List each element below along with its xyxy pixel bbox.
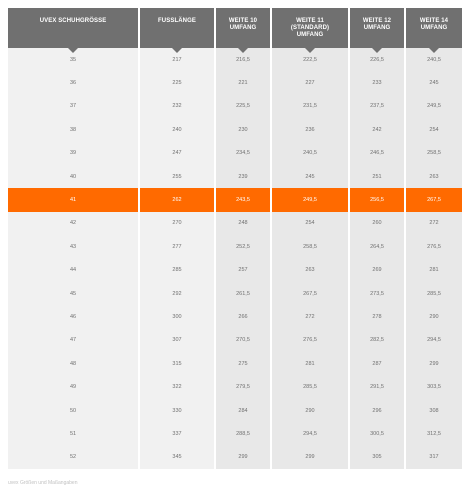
table-row (8, 235, 462, 258)
foot-length-cell: 262 (140, 188, 216, 211)
header-label: WEITE 11 (STANDARD) UMFANG (290, 18, 330, 38)
table-row (8, 305, 462, 328)
width-11-cell: 285,5 (272, 375, 350, 398)
width-14-cell: 312,5 (406, 422, 462, 445)
width-14-cell: 249,5 (406, 95, 462, 118)
size-chart-table (8, 8, 462, 469)
shoe-size-cell: 48 (8, 352, 140, 375)
width-12-cell: 291,5 (350, 375, 406, 398)
width-11-cell: 267,5 (272, 282, 350, 305)
shoe-size-cell: 36 (8, 71, 140, 94)
header-width-11 (272, 8, 350, 48)
header-label: FUSSLÄNGE (158, 18, 196, 24)
width-11-cell: 294,5 (272, 422, 350, 445)
width-12-cell: 260 (350, 212, 406, 235)
shoe-size-cell: 43 (8, 235, 140, 258)
header-width-14 (406, 8, 462, 48)
header-arrow-icon (238, 48, 248, 53)
width-11-cell: 227 (272, 71, 350, 94)
table-row (8, 329, 462, 352)
shoe-size-cell: 35 (8, 48, 140, 71)
width-12-cell: 246,5 (350, 142, 406, 165)
foot-length-cell: 270 (140, 212, 216, 235)
width-12-cell: 233 (350, 71, 406, 94)
table-row (8, 188, 462, 211)
table-row (8, 95, 462, 118)
header-arrow-icon (172, 48, 182, 53)
header-label: UVEX SCHUHGRÖSSE (39, 18, 107, 24)
width-14-cell: 240,5 (406, 48, 462, 71)
width-10-cell: 270,5 (216, 329, 272, 352)
width-12-cell: 251 (350, 165, 406, 188)
shoe-size-cell: 39 (8, 142, 140, 165)
width-10-cell: 257 (216, 259, 272, 282)
width-11-cell: 263 (272, 259, 350, 282)
header-arrow-icon (68, 48, 78, 53)
table-row (8, 71, 462, 94)
width-12-cell: 296 (350, 399, 406, 422)
width-11-cell: 249,5 (272, 188, 350, 211)
width-12-cell: 264,5 (350, 235, 406, 258)
width-11-cell: 290 (272, 399, 350, 422)
width-11-cell: 272 (272, 305, 350, 328)
shoe-size-cell: 41 (8, 188, 140, 211)
foot-length-cell: 307 (140, 329, 216, 352)
width-14-cell: 303,5 (406, 375, 462, 398)
shoe-size-cell: 49 (8, 375, 140, 398)
shoe-size-cell: 52 (8, 446, 140, 469)
shoe-size-cell: 47 (8, 329, 140, 352)
width-12-cell: 256,5 (350, 188, 406, 211)
table-body (8, 48, 462, 469)
width-10-cell: 248 (216, 212, 272, 235)
width-11-cell: 299 (272, 446, 350, 469)
width-10-cell: 299 (216, 446, 272, 469)
header-label: WEITE 12 UMFANG (362, 18, 392, 31)
width-14-cell: 317 (406, 446, 462, 469)
width-12-cell: 242 (350, 118, 406, 141)
shoe-size-cell: 45 (8, 282, 140, 305)
width-11-cell: 254 (272, 212, 350, 235)
foot-length-cell: 255 (140, 165, 216, 188)
width-10-cell: 288,5 (216, 422, 272, 445)
width-10-cell: 261,5 (216, 282, 272, 305)
width-14-cell: 294,5 (406, 329, 462, 352)
header-arrow-icon (429, 48, 439, 53)
width-12-cell: 226,5 (350, 48, 406, 71)
width-12-cell: 237,5 (350, 95, 406, 118)
table-row (8, 375, 462, 398)
width-14-cell: 263 (406, 165, 462, 188)
foot-length-cell: 225 (140, 71, 216, 94)
width-11-cell: 222,5 (272, 48, 350, 71)
width-12-cell: 287 (350, 352, 406, 375)
width-14-cell: 299 (406, 352, 462, 375)
width-10-cell: 216,5 (216, 48, 272, 71)
header-uvex-shoe-size (8, 8, 140, 48)
width-10-cell: 266 (216, 305, 272, 328)
foot-length-cell: 330 (140, 399, 216, 422)
table-row (8, 446, 462, 469)
width-10-cell: 279,5 (216, 375, 272, 398)
shoe-size-cell: 40 (8, 165, 140, 188)
width-11-cell: 231,5 (272, 95, 350, 118)
width-14-cell: 245 (406, 71, 462, 94)
table-row (8, 352, 462, 375)
foot-length-cell: 285 (140, 259, 216, 282)
shoe-size-cell: 38 (8, 118, 140, 141)
width-14-cell: 258,5 (406, 142, 462, 165)
width-10-cell: 239 (216, 165, 272, 188)
width-11-cell: 236 (272, 118, 350, 141)
foot-length-cell: 292 (140, 282, 216, 305)
width-14-cell: 254 (406, 118, 462, 141)
foot-length-cell: 322 (140, 375, 216, 398)
table-row (8, 399, 462, 422)
shoe-size-cell: 51 (8, 422, 140, 445)
width-10-cell: 225,5 (216, 95, 272, 118)
width-11-cell: 240,5 (272, 142, 350, 165)
header-label: WEITE 14 UMFANG (419, 18, 449, 31)
header-foot-length (140, 8, 216, 48)
shoe-size-cell: 44 (8, 259, 140, 282)
header-arrow-icon (372, 48, 382, 53)
shoe-size-cell: 50 (8, 399, 140, 422)
width-10-cell: 252,5 (216, 235, 272, 258)
header-label: WEITE 10 UMFANG (228, 18, 258, 31)
foot-length-cell: 300 (140, 305, 216, 328)
header-width-12 (350, 8, 406, 48)
width-10-cell: 230 (216, 118, 272, 141)
width-12-cell: 300,5 (350, 422, 406, 445)
width-12-cell: 282,5 (350, 329, 406, 352)
table-row (8, 165, 462, 188)
table-row (8, 282, 462, 305)
width-14-cell: 276,5 (406, 235, 462, 258)
width-10-cell: 234,5 (216, 142, 272, 165)
table-row (8, 422, 462, 445)
width-10-cell: 284 (216, 399, 272, 422)
width-11-cell: 276,5 (272, 329, 350, 352)
width-11-cell: 281 (272, 352, 350, 375)
shoe-size-cell: 46 (8, 305, 140, 328)
foot-length-cell: 217 (140, 48, 216, 71)
width-11-cell: 258,5 (272, 235, 350, 258)
foot-length-cell: 247 (140, 142, 216, 165)
foot-length-cell: 337 (140, 422, 216, 445)
shoe-size-cell: 37 (8, 95, 140, 118)
foot-length-cell: 315 (140, 352, 216, 375)
width-14-cell: 308 (406, 399, 462, 422)
width-14-cell: 290 (406, 305, 462, 328)
shoe-size-cell: 42 (8, 212, 140, 235)
width-14-cell: 272 (406, 212, 462, 235)
width-12-cell: 273,5 (350, 282, 406, 305)
width-12-cell: 305 (350, 446, 406, 469)
width-12-cell: 278 (350, 305, 406, 328)
table-row (8, 118, 462, 141)
header-width-10 (216, 8, 272, 48)
table-row (8, 259, 462, 282)
width-14-cell: 285,5 (406, 282, 462, 305)
header-arrow-icon (305, 48, 315, 53)
foot-length-cell: 345 (140, 446, 216, 469)
foot-length-cell: 277 (140, 235, 216, 258)
footnote: uvex Größen und Maßangaben (8, 480, 78, 486)
width-14-cell: 281 (406, 259, 462, 282)
foot-length-cell: 240 (140, 118, 216, 141)
header-row (8, 8, 462, 48)
width-10-cell: 275 (216, 352, 272, 375)
table-row (8, 212, 462, 235)
width-14-cell: 267,5 (406, 188, 462, 211)
foot-length-cell: 232 (140, 95, 216, 118)
width-12-cell: 269 (350, 259, 406, 282)
table-row (8, 142, 462, 165)
table-header (8, 8, 462, 48)
width-10-cell: 221 (216, 71, 272, 94)
width-10-cell: 243,5 (216, 188, 272, 211)
width-11-cell: 245 (272, 165, 350, 188)
